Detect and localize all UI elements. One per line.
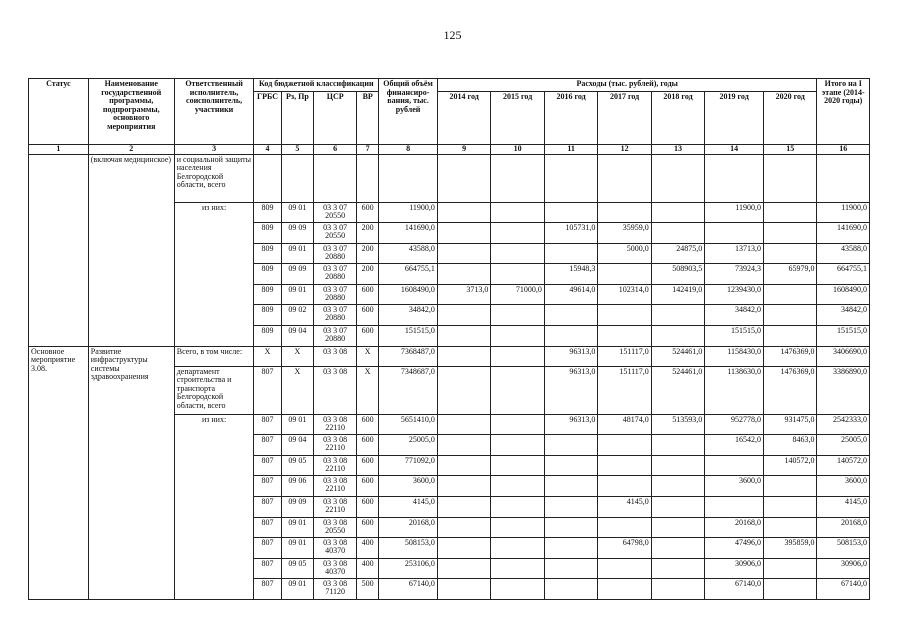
cell-rzpr: 09 06 (281, 476, 314, 497)
cell-vr: 600 (357, 414, 379, 435)
cell-y2019: 34842,0 (705, 305, 764, 326)
cell-y2017 (598, 558, 651, 579)
cell-y2015 (491, 264, 544, 285)
cell-vr: 600 (357, 476, 379, 497)
cell-csr: 03 3 08 22110 (314, 476, 357, 497)
cell-y2014 (437, 346, 490, 366)
cell-y2014 (437, 305, 490, 326)
executor-cell: Всего, в том числе: (174, 346, 254, 366)
header-year-2017: 2017 год (598, 92, 651, 145)
table-row (29, 346, 870, 366)
cell-grbs: 807 (254, 538, 281, 559)
empty-cell (379, 154, 438, 202)
cell-y2017 (598, 517, 651, 538)
cell-grbs: 807 (254, 579, 281, 600)
cell-y2020 (763, 305, 816, 326)
cell-vr: 600 (357, 202, 379, 223)
cell-y2017 (598, 305, 651, 326)
cell-y2016: 96313,0 (544, 346, 597, 366)
column-number: 16 (817, 145, 870, 155)
cell-y2020: 1476369,0 (763, 366, 816, 414)
cell-grbs: 809 (254, 305, 281, 326)
cell-y2014 (437, 326, 490, 347)
cell-rzpr: 09 02 (281, 305, 314, 326)
cell-y2018 (651, 538, 704, 559)
executor-cell: и социальной защиты населения Белгородской области, всего (174, 154, 254, 202)
header-year-2020: 2020 год (763, 92, 816, 145)
cell-y2014 (437, 497, 490, 518)
cell-rzpr: 09 01 (281, 538, 314, 559)
cell-y2020 (763, 243, 816, 264)
cell-y2014 (437, 476, 490, 497)
column-number: 1 (29, 145, 89, 155)
cell-y2019: 3600,0 (705, 476, 764, 497)
column-number: 12 (598, 145, 651, 155)
cell-vr: 600 (357, 455, 379, 476)
cell-y2020 (763, 284, 816, 305)
empty-cell (281, 154, 314, 202)
cell-y2017 (598, 476, 651, 497)
cell-y2017 (598, 579, 651, 600)
cell-grbs: 807 (254, 476, 281, 497)
cell-y2016 (544, 517, 597, 538)
cell-stage: 151515,0 (817, 326, 870, 347)
cell-total: 7348687,0 (379, 366, 438, 414)
cell-total: 11900,0 (379, 202, 438, 223)
cell-y2019 (705, 497, 764, 518)
cell-y2020 (763, 223, 816, 244)
header-grbs: ГРБС (254, 92, 281, 145)
cell-grbs: 807 (254, 558, 281, 579)
program-name-cell: Развитие инфраструктуры системы здравоохранения (88, 346, 174, 599)
cell-vr: 400 (357, 558, 379, 579)
column-number: 11 (544, 145, 597, 155)
cell-grbs: 807 (254, 497, 281, 518)
cell-y2019: 30906,0 (705, 558, 764, 579)
cell-grbs: 807 (254, 414, 281, 435)
empty-cell (491, 154, 544, 202)
cell-rzpr: 09 05 (281, 455, 314, 476)
cell-rzpr: 09 04 (281, 326, 314, 347)
cell-y2014 (437, 455, 490, 476)
header-vr: ВР (357, 92, 379, 145)
cell-y2017 (598, 202, 651, 223)
column-number: 5 (281, 145, 314, 155)
budget-table (28, 78, 870, 600)
column-numbers-row (29, 145, 870, 155)
cell-rzpr: 09 01 (281, 517, 314, 538)
cell-y2016: 15948,3 (544, 264, 597, 285)
cell-grbs: 809 (254, 284, 281, 305)
column-number: 8 (379, 145, 438, 155)
cell-y2020: 395859,0 (763, 538, 816, 559)
cell-stage: 3386890,0 (817, 366, 870, 414)
cell-y2014 (437, 579, 490, 600)
cell-y2015 (491, 476, 544, 497)
cell-y2016 (544, 579, 597, 600)
program-name-cell: (включая медицинское) (88, 154, 174, 346)
cell-y2020: 65979,0 (763, 264, 816, 285)
cell-rzpr: 09 01 (281, 202, 314, 223)
cell-total: 20168,0 (379, 517, 438, 538)
cell-vr: 200 (357, 243, 379, 264)
cell-csr: 03 3 08 40370 (314, 558, 357, 579)
cell-vr: 600 (357, 497, 379, 518)
cell-y2018 (651, 202, 704, 223)
cell-y2014: 3713,0 (437, 284, 490, 305)
cell-rzpr: 09 04 (281, 435, 314, 456)
empty-cell (651, 154, 704, 202)
cell-csr: 03 3 08 (314, 346, 357, 366)
cell-csr: 03 3 07 20880 (314, 326, 357, 347)
cell-y2015 (491, 243, 544, 264)
cell-y2014 (437, 435, 490, 456)
column-number: 15 (763, 145, 816, 155)
cell-y2014 (437, 202, 490, 223)
cell-total: 771092,0 (379, 455, 438, 476)
cell-y2020 (763, 558, 816, 579)
empty-cell (437, 154, 490, 202)
cell-vr: 600 (357, 284, 379, 305)
executor-cell: департамент строительства и транспорта Белгородской области, всего (174, 366, 254, 414)
column-number: 3 (174, 145, 254, 155)
cell-stage: 140572,0 (817, 455, 870, 476)
cell-total: 3600,0 (379, 476, 438, 497)
cell-stage: 30906,0 (817, 558, 870, 579)
cell-y2018 (651, 517, 704, 538)
cell-y2015 (491, 202, 544, 223)
cell-grbs: 809 (254, 243, 281, 264)
cell-y2017: 151117,0 (598, 346, 651, 366)
table-row (29, 154, 870, 202)
cell-y2015: 71000,0 (491, 284, 544, 305)
empty-cell (314, 154, 357, 202)
cell-y2020 (763, 326, 816, 347)
cell-csr: 03 3 08 (314, 366, 357, 414)
cell-y2016 (544, 326, 597, 347)
cell-total: 4145,0 (379, 497, 438, 518)
cell-rzpr: 09 09 (281, 223, 314, 244)
cell-y2015 (491, 538, 544, 559)
cell-y2017 (598, 435, 651, 456)
cell-y2016 (544, 497, 597, 518)
cell-csr: 03 3 08 22110 (314, 455, 357, 476)
cell-grbs: 809 (254, 326, 281, 347)
header-year-2016: 2016 год (544, 92, 597, 145)
status-cell (29, 154, 89, 346)
cell-total: 664755,1 (379, 264, 438, 285)
cell-y2017: 102314,0 (598, 284, 651, 305)
cell-y2017: 48174,0 (598, 414, 651, 435)
cell-total: 34842,0 (379, 305, 438, 326)
column-number: 6 (314, 145, 357, 155)
cell-y2017: 64798,0 (598, 538, 651, 559)
cell-rzpr: 09 01 (281, 284, 314, 305)
cell-y2014 (437, 517, 490, 538)
cell-rzpr: 09 09 (281, 497, 314, 518)
header-year-2015: 2015 год (491, 92, 544, 145)
cell-grbs: 807 (254, 517, 281, 538)
cell-rzpr: 09 01 (281, 579, 314, 600)
cell-grbs: 807 (254, 366, 281, 414)
header-year-2018: 2018 год (651, 92, 704, 145)
cell-y2015 (491, 305, 544, 326)
header-executor: Ответственный исполнитель, соисполнитель, участники (174, 79, 254, 145)
cell-y2020 (763, 476, 816, 497)
cell-stage: 20168,0 (817, 517, 870, 538)
cell-stage: 3600,0 (817, 476, 870, 497)
cell-y2018 (651, 305, 704, 326)
cell-y2019 (705, 223, 764, 244)
cell-y2018 (651, 223, 704, 244)
cell-y2016 (544, 305, 597, 326)
cell-total: 253106,0 (379, 558, 438, 579)
cell-grbs: 807 (254, 455, 281, 476)
cell-y2017 (598, 326, 651, 347)
cell-vr: 600 (357, 326, 379, 347)
cell-y2015 (491, 497, 544, 518)
cell-y2015 (491, 366, 544, 414)
cell-vr: 400 (357, 538, 379, 559)
header-year-2019: 2019 год (705, 92, 764, 145)
cell-csr: 03 3 08 20550 (314, 517, 357, 538)
empty-cell (763, 154, 816, 202)
cell-y2017: 4145,0 (598, 497, 651, 518)
cell-total: 25005,0 (379, 435, 438, 456)
cell-y2018: 513593,0 (651, 414, 704, 435)
cell-y2015 (491, 579, 544, 600)
cell-stage: 2542333,0 (817, 414, 870, 435)
empty-cell (544, 154, 597, 202)
cell-y2018 (651, 579, 704, 600)
empty-cell (254, 154, 281, 202)
cell-vr: 500 (357, 579, 379, 600)
header-csr: ЦСР (314, 92, 357, 145)
cell-y2014 (437, 414, 490, 435)
cell-total: 1608490,0 (379, 284, 438, 305)
header-total-volume: Общий объём финансиро-вания, тыс. рублей (379, 79, 438, 145)
status-cell: Основное мероприятие 3.08. (29, 346, 89, 599)
cell-y2018: 524461,0 (651, 346, 704, 366)
cell-y2018 (651, 326, 704, 347)
header-rz-pr: Рз, Пр (281, 92, 314, 145)
header-expenses: Расходы (тыс. рублей), годы (437, 79, 817, 92)
cell-rzpr: X (281, 366, 314, 414)
cell-y2020 (763, 579, 816, 600)
header-program-name: Наименование государственной программы, подпрограммы, основного мероприятия (88, 79, 174, 145)
column-number: 2 (88, 145, 174, 155)
cell-y2019: 952778,0 (705, 414, 764, 435)
cell-y2020: 931475,0 (763, 414, 816, 435)
cell-y2015 (491, 517, 544, 538)
cell-y2018 (651, 455, 704, 476)
cell-y2016 (544, 455, 597, 476)
cell-y2015 (491, 223, 544, 244)
header-status: Статус (29, 79, 89, 145)
cell-grbs: 809 (254, 264, 281, 285)
cell-y2020: 140572,0 (763, 455, 816, 476)
cell-total: 67140,0 (379, 579, 438, 600)
cell-grbs: X (254, 346, 281, 366)
cell-total: 5651410,0 (379, 414, 438, 435)
cell-vr: 600 (357, 435, 379, 456)
cell-y2018: 142419,0 (651, 284, 704, 305)
cell-y2015 (491, 435, 544, 456)
cell-y2020 (763, 202, 816, 223)
cell-y2019: 1158430,0 (705, 346, 764, 366)
cell-y2018 (651, 558, 704, 579)
cell-y2019: 67140,0 (705, 579, 764, 600)
cell-total: 141690,0 (379, 223, 438, 244)
cell-y2018: 24875,0 (651, 243, 704, 264)
cell-rzpr: 09 01 (281, 243, 314, 264)
column-number: 4 (254, 145, 281, 155)
cell-vr: 600 (357, 305, 379, 326)
cell-stage: 664755,1 (817, 264, 870, 285)
column-number: 9 (437, 145, 490, 155)
cell-y2020 (763, 497, 816, 518)
cell-stage: 11900,0 (817, 202, 870, 223)
column-number: 13 (651, 145, 704, 155)
cell-y2016: 49614,0 (544, 284, 597, 305)
cell-y2014 (437, 366, 490, 414)
cell-y2019: 1239430,0 (705, 284, 764, 305)
cell-rzpr: 09 05 (281, 558, 314, 579)
cell-rzpr: X (281, 346, 314, 366)
cell-y2017: 151117,0 (598, 366, 651, 414)
cell-y2016: 96313,0 (544, 414, 597, 435)
empty-cell (357, 154, 379, 202)
cell-stage: 508153,0 (817, 538, 870, 559)
cell-stage: 43588,0 (817, 243, 870, 264)
cell-y2015 (491, 455, 544, 476)
cell-y2017 (598, 264, 651, 285)
cell-y2019: 151515,0 (705, 326, 764, 347)
cell-total: 151515,0 (379, 326, 438, 347)
cell-vr: 200 (357, 264, 379, 285)
of-which-cell: из них: (174, 414, 254, 599)
cell-y2019: 73924,3 (705, 264, 764, 285)
cell-stage: 3406690,0 (817, 346, 870, 366)
cell-y2019: 16542,0 (705, 435, 764, 456)
cell-rzpr: 09 01 (281, 414, 314, 435)
cell-total: 7368487,0 (379, 346, 438, 366)
cell-y2020: 1476369,0 (763, 346, 816, 366)
cell-y2015 (491, 326, 544, 347)
cell-csr: 03 3 07 20880 (314, 243, 357, 264)
cell-y2014 (437, 264, 490, 285)
cell-stage: 67140,0 (817, 579, 870, 600)
empty-cell (817, 154, 870, 202)
cell-csr: 03 3 07 20550 (314, 202, 357, 223)
cell-y2020: 8463,0 (763, 435, 816, 456)
empty-cell (598, 154, 651, 202)
cell-y2017: 5000,0 (598, 243, 651, 264)
cell-y2017 (598, 455, 651, 476)
cell-y2016: 105731,0 (544, 223, 597, 244)
cell-stage: 34842,0 (817, 305, 870, 326)
cell-y2018: 508903,5 (651, 264, 704, 285)
cell-csr: 03 3 08 40370 (314, 538, 357, 559)
cell-y2019: 11900,0 (705, 202, 764, 223)
cell-y2020 (763, 517, 816, 538)
cell-y2018 (651, 476, 704, 497)
cell-vr: 600 (357, 517, 379, 538)
cell-stage: 25005,0 (817, 435, 870, 456)
cell-vr: X (357, 346, 379, 366)
cell-y2016 (544, 243, 597, 264)
cell-stage: 141690,0 (817, 223, 870, 244)
header-year-2014: 2014 год (437, 92, 490, 145)
cell-grbs: 809 (254, 202, 281, 223)
cell-y2018 (651, 435, 704, 456)
cell-stage: 1608490,0 (817, 284, 870, 305)
cell-y2019: 20168,0 (705, 517, 764, 538)
cell-y2019 (705, 455, 764, 476)
cell-y2018: 524461,0 (651, 366, 704, 414)
cell-grbs: 807 (254, 435, 281, 456)
cell-y2018 (651, 497, 704, 518)
cell-y2019: 47496,0 (705, 538, 764, 559)
cell-y2019: 1138630,0 (705, 366, 764, 414)
cell-y2017: 35959,0 (598, 223, 651, 244)
cell-y2016 (544, 558, 597, 579)
cell-y2016 (544, 435, 597, 456)
cell-total: 43588,0 (379, 243, 438, 264)
cell-csr: 03 3 08 71120 (314, 579, 357, 600)
header-stage-total: Итого на I этапе (2014-2020 годы) (817, 79, 870, 145)
cell-csr: 03 3 07 20880 (314, 264, 357, 285)
cell-csr: 03 3 07 20880 (314, 305, 357, 326)
cell-y2014 (437, 558, 490, 579)
cell-csr: 03 3 08 22110 (314, 435, 357, 456)
cell-y2014 (437, 223, 490, 244)
cell-grbs: 809 (254, 223, 281, 244)
cell-y2019: 13713,0 (705, 243, 764, 264)
column-number: 14 (705, 145, 764, 155)
cell-stage: 4145,0 (817, 497, 870, 518)
column-number: 10 (491, 145, 544, 155)
cell-csr: 03 3 07 20880 (314, 284, 357, 305)
cell-csr: 03 3 08 22110 (314, 497, 357, 518)
cell-y2015 (491, 346, 544, 366)
of-which-cell: из них: (174, 202, 254, 346)
cell-rzpr: 09 09 (281, 264, 314, 285)
cell-y2015 (491, 558, 544, 579)
cell-y2016 (544, 476, 597, 497)
header-budget-code: Код бюджетной классификации (254, 79, 379, 92)
cell-y2014 (437, 243, 490, 264)
cell-y2016 (544, 202, 597, 223)
page-number: 125 (443, 28, 462, 42)
cell-y2016 (544, 538, 597, 559)
cell-csr: 03 3 07 20550 (314, 223, 357, 244)
empty-cell (705, 154, 764, 202)
cell-y2015 (491, 414, 544, 435)
cell-y2016: 96313,0 (544, 366, 597, 414)
cell-y2014 (437, 538, 490, 559)
cell-total: 508153,0 (379, 538, 438, 559)
cell-vr: 200 (357, 223, 379, 244)
cell-vr: X (357, 366, 379, 414)
column-number: 7 (357, 145, 379, 155)
cell-csr: 03 3 08 22110 (314, 414, 357, 435)
